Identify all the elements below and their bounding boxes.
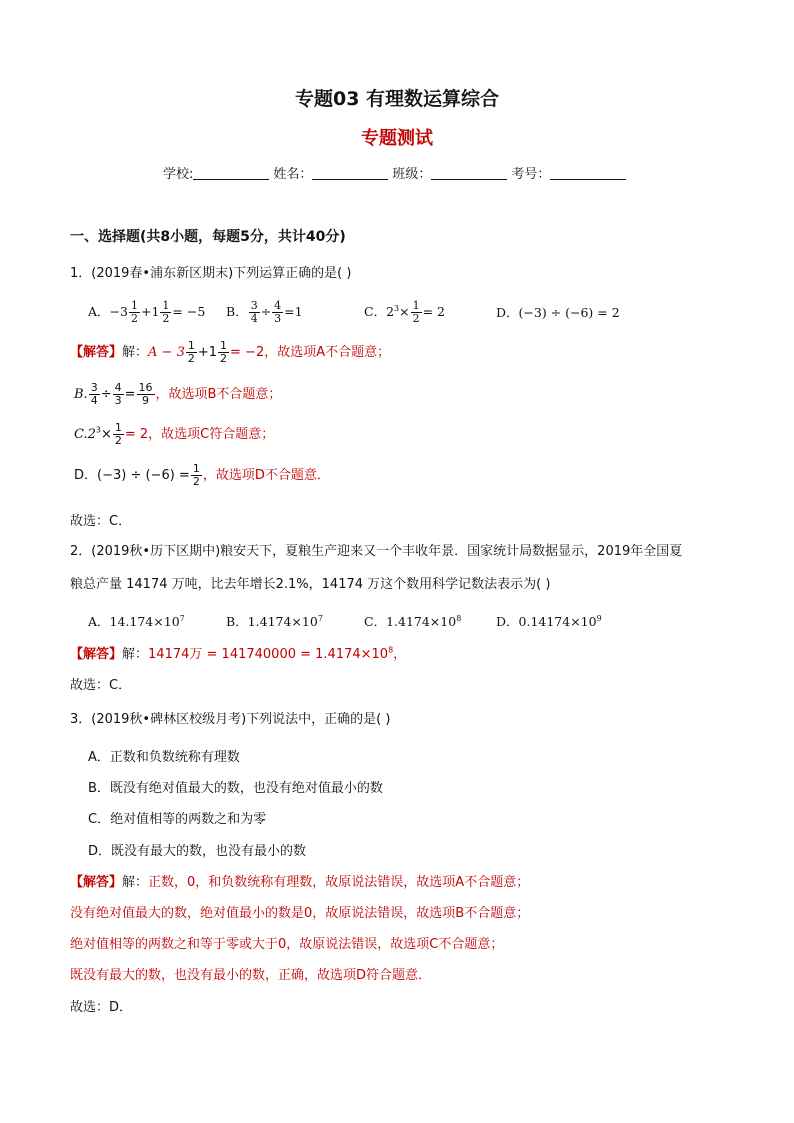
denominator: 2 <box>220 352 228 365</box>
school-label: 学校: <box>163 167 194 182</box>
class-label: 班级： <box>392 167 432 182</box>
solution-text: 14174万 = 141740000 = 1.4174×10 <box>148 647 389 662</box>
q1-stem: 1．(2019春•浦东新区期末)下列运算正确的是( ) <box>70 266 352 281</box>
fraction <box>272 300 283 325</box>
q1-option-c <box>364 300 445 325</box>
fraction <box>249 300 260 325</box>
exponent: 8 <box>388 645 394 655</box>
math-text: × <box>100 427 112 442</box>
q1-answer: 故选：C． <box>70 514 132 529</box>
math-text: = −5 <box>172 304 206 319</box>
q1-option-a <box>88 300 205 325</box>
q1-solution-line-4 <box>74 463 330 488</box>
page-title: 专题03 有理数运算综合 <box>294 88 500 110</box>
q3-option-b: B．既没有绝对值最大的数，也没有绝对值最小的数 <box>88 781 383 796</box>
exam-no-blank[interactable] <box>550 166 626 180</box>
q3-answer: 故选：D． <box>70 1000 133 1015</box>
numerator: 3 <box>250 299 258 312</box>
math-text: = <box>124 387 136 402</box>
math-text: 2 <box>386 304 395 319</box>
solution-text: ， <box>393 647 407 662</box>
q3-option-a: A．正数和负数统称有理数 <box>88 750 240 765</box>
numerator: 4 <box>274 299 282 312</box>
math-text: B. <box>74 387 88 402</box>
q3-stem: 3．(2019秋•碑林区校级月考)下列说法中，正确的是( ) <box>70 712 391 727</box>
math-text: −3 <box>109 304 128 319</box>
solution-tag: 【解答】 <box>70 345 123 360</box>
name-label: 姓名： <box>273 167 313 182</box>
math-text: = 2 <box>422 304 446 319</box>
q3-solution-line-1 <box>70 871 529 890</box>
math-text: C.2 <box>74 427 96 442</box>
denominator: 2 <box>412 312 420 325</box>
q1-solution-line-1 <box>70 340 390 365</box>
denominator: 2 <box>162 312 170 325</box>
exponent: 3 <box>95 425 101 435</box>
exponent: 7 <box>317 613 323 623</box>
math-text: ÷ <box>260 304 272 319</box>
solution-tag: 【解答】 <box>70 647 123 662</box>
denominator: 9 <box>142 394 149 407</box>
denominator: 3 <box>274 312 282 325</box>
fraction <box>113 382 124 407</box>
fraction <box>191 463 202 488</box>
option-text: D．0.14174×10 <box>496 614 597 629</box>
q3-solution-line-2: 没有绝对值最大的数，绝对值最小的数是0，故原说法错误，故选项B不合题意； <box>70 906 530 921</box>
fraction <box>411 300 422 325</box>
q2-option-c <box>364 612 461 630</box>
q1-solution-line-3 <box>74 422 274 447</box>
math-text: +1 <box>197 345 218 360</box>
numerator: 4 <box>114 381 122 394</box>
denominator: 2 <box>114 434 122 447</box>
q3-option-c: C．绝对值相等的两数之和为零 <box>88 812 267 827</box>
student-info-line <box>163 163 630 182</box>
solution-text: = 2，故选项C符合题意； <box>124 427 275 442</box>
q3-solution-line-4: 既没有最大的数，也没有最小的数，正确，故选项D符合题意． <box>70 968 432 983</box>
option-text: C．1.4174×10 <box>364 614 457 629</box>
q2-stem-line-2: 粮总产量 14174 万吨，比去年增长2.1%，14174 万这个数用科学记数法表示为( ) <box>70 577 551 592</box>
math-text: A − 3 <box>148 345 185 360</box>
page-subtitle: 专题测试 <box>361 128 433 149</box>
numerator: 1 <box>412 299 420 312</box>
exponent: 8 <box>456 613 462 623</box>
numerator: 1 <box>220 339 228 352</box>
q1-option-b <box>226 300 303 325</box>
solution-text: ，故选项B不合题意； <box>155 387 282 402</box>
exponent: 3 <box>394 303 400 313</box>
name-blank[interactable] <box>312 166 388 180</box>
denominator: 3 <box>114 394 122 407</box>
solution-text: 正数，0，和负数统称有理数，故原说法错误，故选项A不合题意； <box>148 875 530 890</box>
fraction <box>137 382 155 407</box>
numerator: 3 <box>90 381 98 394</box>
math-text: (−3) ÷ (−6) = 2 <box>518 305 620 320</box>
section-heading: 一、选择题(共8小题，每题5分，共计40分) <box>70 229 346 245</box>
q2-solution <box>70 643 406 662</box>
solution-tag: 【解答】 <box>70 875 123 890</box>
math-text: =1 <box>284 304 303 319</box>
q3-option-d: D．既没有最大的数，也没有最小的数 <box>88 844 307 859</box>
fraction <box>129 300 140 325</box>
option-text: A．14.174×10 <box>88 614 180 629</box>
numerator: 1 <box>192 462 200 475</box>
q1-solution-line-2 <box>74 382 281 407</box>
numerator: 16 <box>138 381 153 394</box>
numerator: 1 <box>130 299 138 312</box>
solution-text: = −2，故选项A不合题意； <box>230 345 391 360</box>
solution-prefix: 解： <box>122 345 149 360</box>
class-blank[interactable] <box>431 166 507 180</box>
numerator: 1 <box>114 421 122 434</box>
q2-option-a <box>88 612 185 630</box>
solution-text: ，故选项D不合题意． <box>202 468 330 483</box>
solution-prefix: 解： <box>122 875 149 890</box>
math-text: ÷ <box>100 387 112 402</box>
fraction <box>113 422 124 447</box>
denominator: 2 <box>192 475 200 488</box>
q2-answer: 故选：C． <box>70 678 132 693</box>
fraction <box>186 340 197 365</box>
q2-stem-line-1: 2．(2019秋•历下区期中)粮安天下，夏粮生产迎来又一个丰收年景．国家统计局数据显示，2019年全国夏 <box>70 544 683 559</box>
fraction <box>218 340 229 365</box>
solution-prefix: 解： <box>122 647 149 662</box>
q2-option-d <box>496 612 602 630</box>
numerator: 1 <box>187 339 195 352</box>
denominator: 2 <box>130 312 138 325</box>
fraction <box>160 300 171 325</box>
option-label: B． <box>226 304 248 319</box>
q3-solution-line-3: 绝对值相等的两数之和等于零或大于0，故原说法错误，故选项C不合题意； <box>70 937 504 952</box>
exam-no-label: 考号： <box>511 167 551 182</box>
denominator: 4 <box>90 394 98 407</box>
exponent: 9 <box>596 613 602 623</box>
exponent: 7 <box>179 613 185 623</box>
denominator: 4 <box>250 312 258 325</box>
q1-option-d <box>496 303 620 321</box>
q2-option-b <box>226 612 323 630</box>
numerator: 1 <box>162 299 170 312</box>
math-text: D．(−3) ÷ (−6) = <box>74 468 190 483</box>
option-label: C． <box>364 304 387 319</box>
option-label: A． <box>88 304 110 319</box>
option-label: D． <box>496 305 519 320</box>
school-blank[interactable] <box>193 166 269 180</box>
math-text: × <box>399 304 410 319</box>
denominator: 2 <box>187 352 195 365</box>
math-text: +1 <box>140 304 160 319</box>
option-text: B．1.4174×10 <box>226 614 318 629</box>
fraction <box>89 382 100 407</box>
